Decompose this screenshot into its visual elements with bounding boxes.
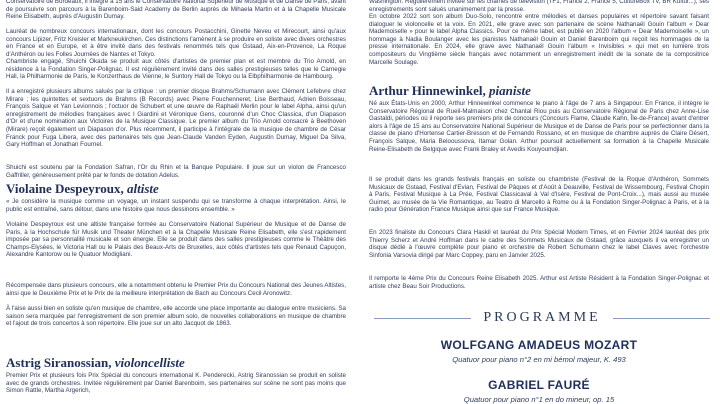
programme-composer-2: GABRIEL FAURÉ — [488, 378, 590, 392]
artist-role: altiste — [126, 181, 159, 196]
artist-name: Arthur Hinnewinkel — [369, 83, 483, 98]
bio-siranossian-paragraph-1: Premier Prix et plusieurs fois Prix Spécial du concours international K. Penderecki, Astrig Siranossian se produit en soliste avec de grands orchestres. Invitée régulièrement par Daniel Barenboim, ses partenaires sur scène ne sont pas moins que Simon Rattle, Martha Argerich, — [6, 372, 346, 395]
bio-despeyroux-paragraph-1: Violaine Despeyroux est une altiste française formée au Conservatoire National Supérieur de Musique et de Danse de Paris, à la Hochschule für Musik und Theater München et à la Chapelle Musicale Reine Elisabeth, elle s'est rapidement imposée par sa personnalité musicale et son énergie. Elle se produit dans des salles prestigieuses comme le Théâtre des Champs-Elysées, le Victoria Hall ou le Palais des Beaux-Arts de Bruxelles, aux côtés d'artistes tels que Renaud Capuçon, Alexandre Kantorow ou le Quatuor Modigliani. — [6, 221, 346, 259]
artist-role: violoncelliste — [114, 355, 185, 370]
bio-okada-paragraph-5: Shuichi est soutenu par la Fondation Safran, l'Or du Rhin et la Banque Populaire. Il joue sur un violon de Francesco Gaffriller, généreusement prêté par le fonds de dotation Adelus. — [6, 164, 346, 179]
bio-siranossian-paragraph-3: En octobre 2022 sort son album Duo-Solo, rencontre entre mélodies et danses populaires et répertoire savant faisant dialoguer le violoncelle et la voix. En 2021, elle grave avec son partenaire de scène Nathanaël Gouin l'album « Dear Mademoiselle » pour le label Alpha Classics. Pour ce même label, est publié en 2020 l'album « Dear Mademoiselle », un hommage à Nadia Boulanger avec les pianistes Nathanaël Gouin et Daniel Barenboim qui reçoit les hommages de la presse internationale. En 2024, elle grave avec Nathanaël Gouin l'album « Invisibles » qui met en lumière trois compositeurs du Vingtième siècle français avec notamment un enregistrement inédit de la sonate de la compositrice Marcelle Soulage. — [369, 13, 709, 66]
bio-okada-paragraph-3: Chambriste engagé, Shuichi Okada se produit aux côtés d'artistes de premier plan et est membre du Trio Arnold, en résidence à la Fondation Singer-Polignac. Il est régulièrement invité dans des salles prestigieuses telles que le Carnegie Hall, la Philharmonie de Paris, le Konzerthaus de Vienne, le Suntory Hall de Tokyo ou la Elbphilharmonie de Hambourg. — [6, 58, 346, 81]
bio-hinnewinkel-paragraph-4: Il remporte le 4ème Prix du Concours Reine Elisabeth 2025. Arthur est Artiste Résident à la Fondation Singer-Polignac et artiste chez Beau Soir Productions. — [369, 275, 709, 290]
bio-despeyroux-heading: Violaine Despeyroux, altiste — [6, 181, 159, 196]
bio-hinnewinkel-paragraph-2: Il se produit dans les grands festivals français en soliste ou chambriste (Festival de la Roque d'Anthéron, Sommets Musicaux de Gstaad, Festival d'Evian, Festival de Pâques et d'Août à Deauville, Festival de Wissembourg, Festival Chopin à Paris, Festival Musique à La Prée, Festival Classicaval à Val d'Isère, Festival de Pont-Croix...), mais aussi au musée Guimet, au musée de la Vie Romantique, au Teatro di Marcello à Rome ou à la Fondation Singer-Polignac à Paris, et à la radio pour Génération France Musique ainsi que sur France Musique. — [369, 176, 709, 214]
programme-composer-1: WOLFGANG AMADEUS MOZART — [440, 338, 638, 352]
bio-despeyroux-paragraph-3: À l'aise aussi bien en soliste qu'en musique de chambre, elle accorde une place importante au dialogue entre musiciens. Sa saison sera marquée par l'enregistrement de son premier album solo, de nouvelles collaborations en musique de chambre et l'ajout de trois concertos à son répertoire. Elle joue sur un alto Jacquot de 1863. — [6, 305, 346, 328]
bio-okada-paragraph-2: Lauréat de nombreux concours internationaux, dont les concours Postacchini, Ginette Neveu et Mirecourt, ainsi qu'aux concours Lipizer, Fritz Kreisler et Markneukirchen. Ces distinctions l'amènent à se produire en soliste avec divers orchestres en France et en Europe, et à être invité dans des festivals renommés tels que Gstaad, Aix-en-Provence, La Roque d'Anthéron ou les Folles Journées de Nantes et Tokyo. — [6, 28, 346, 58]
programme-work-2: Quatuor pour piano n°1 en do mineur, op. 15 — [463, 395, 615, 404]
programme-title: PROGRAMME — [483, 310, 601, 325]
bio-hinnewinkel-heading: Arthur Hinnewinkel, pianiste — [369, 83, 531, 98]
bio-siranossian-paragraph-2: Washington. Régulièrement invitée sur les chaînes de télévision (TF1, France 2, France 5, CultureBox TV, BR Kultur...), ses enregistrements sont salués unanimement par la presse. — [369, 0, 709, 13]
bio-hinnewinkel-paragraph-1: Né aux États-Unis en 2000, Arthur Hinnewinkel commence le piano à l'âge de 7 ans à Singapour. En France, il intègre le Conservatoire Régional de Rueil-Malmaison chez Chantal Riou puis au Conservatoire Régional de Paris chez Anne-Lise Gastaldi, périodes où il reporte ses premiers prix de concours (Concours Flame, Claude Kahn, Île-de-France) avant d'entrer alors à l'âge de 15 ans au Conservatoire National Supérieur de Musique et de Danse de Paris pour se perfectionner dans la classe de piano d'Hortense Cartier-Bresson et de Fernando Rossano, et en musique de chambre auprès de Claire Désert, François Salque, Maria Belooussova, Itamar Golan. Arthur poursuit actuellement sa formation à la Chapelle Musicale Reine-Elisabeth de Belgique avec Frank Braley et Avedis Kouyoumdjian. — [369, 100, 709, 153]
bio-okada-paragraph-1: Conservatoire de Bordeaux, il intègre à 15 ans le Conservatoire National Supérieur de Musique et de Danse de Paris, avant de poursuivre son parcours à la Barenboim-Said Academy de Berlin auprès de Mihaela Martin et à la Chapelle Musicale Reine Elisabeth, auprès d'Augustin Dumay. — [6, 0, 346, 21]
programme-rule-left — [374, 318, 471, 319]
programme-header — [374, 310, 710, 325]
artist-role: pianiste — [489, 83, 531, 98]
bio-siranossian-heading: Astrig Siranossian, violoncelliste — [6, 355, 185, 370]
bio-despeyroux-paragraph-2: Récompensée dans plusieurs concours, elle a notamment obtenu le Premier Prix du Concours National des Jeunes Altistes, ainsi que le Deuxième Prix et le Prix de la meilleure interprétation de Bach au Concours Cecil Aronowitz. — [6, 282, 346, 297]
bio-despeyroux-quote: « Je considère la musique comme un voyage, un instant suspendu qui se transforme à chaque interprétation. Ainsi, le public est entraîné, sans détour, dans une histoire que nous dessinons ensemble. » — [6, 198, 346, 213]
programme-work-1: Quatuor pour piano n°2 en mi bémol majeur, K. 493 — [452, 355, 626, 364]
bio-okada-paragraph-4: Il a enregistré plusieurs albums salués par la critique : un premier disque Brahms/Schumann avec Clément Lefebvre chez Mirare ; les quintettes et sextuors de Brahms (B Records) avec Pierre Fouchenneret, Lise Berthaud, Adrien Boisseau, François Salque et Yan Levionnois ; l'octuor de Schubert et une œuvre de Raphaël Merlin pour le label Alpha, ainsi qu'un enregistrement de mélodies françaises avec I Giardini et Véronique Gens, couronné d'un Choc Classica, d'un Diapason d'Or et d'une nomination aux Victoires de la Musique Classique. Le premier album du Trio Arnold consacré à Beethoven (Mirare) reçoit également un Diapason d'or. Plus récemment, il participe à l'intégrale de la musique de chambre de César Franck pour Fuga Libera, avec des partenaires tels que Jean-Claude Vanden Eyden, Augustin Dumay, Miguel Da Silva, Gary Hoffman et Jonathan Fournel. — [6, 88, 346, 149]
bio-hinnewinkel-paragraph-3: En 2023 finaliste du Concours Clara Haskil et lauréat du Prix Spécial Modern Times, et en Février 2024 lauréat des prix Thierry Scherz et André Hoffman dans le cadre des Sommets Musicaux de Gstaad, grâce auxquels il va enregistrer un disque dédié à l'œuvre complète pour piano et orchestre de Robert Schumann chez le label Claves avec l'orchestre Sinfonia Varsovia dirigé par Marc Coppey, paru en Janvier 2025. — [369, 229, 709, 259]
artist-name: Violaine Despeyroux — [6, 181, 121, 196]
programme-rule-right — [613, 318, 710, 319]
artist-name: Astrig Siranossian — [6, 355, 109, 370]
